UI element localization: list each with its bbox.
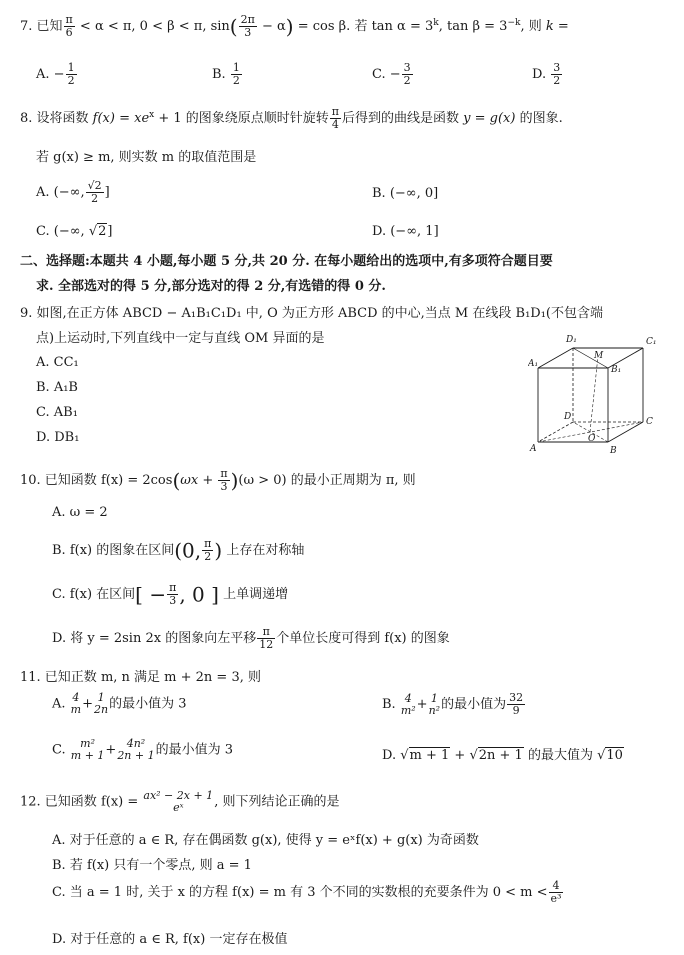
q12-option-b: B. 若 f(x) 只有一个零点, 则 a = 1 [52,858,252,873]
q10-stem: 10. 已知函数 f(x) = 2cos(ωx + $\frac{\pi}{3}$ )(ω > 0) 的最小正周期为 π, 则 [20,467,416,494]
q12-option-a: A. 对于任意的 a ∈ R, 存在偶函数 g(x), 使得 y = eˣf(x) + g(x) 为奇函数 [52,833,479,848]
segment-om [590,356,598,432]
q8-option-d: D. (−∞, 1] [372,224,439,239]
q8-option-b: B. (−∞, 0] [372,186,439,201]
q7-stem: 7. 已知 $\frac{\pi}{6}$ < α < π, 0 < β < π, sin( $\frac{2\pi}{3}$ − α) = cos β. 若 $\tan \alpha = 3^k$, $\tan \beta = 3^{-k}$, 则 k = [20,13,569,40]
q9-option-a: A. CC₁ [36,355,79,370]
q8-option-c: C. (−∞, √2] [36,224,113,239]
label-d: D [564,412,572,422]
q11-option-b: B. 4 m² + 1 n² 的最小值为 $\frac{32}{9}$ [382,691,524,718]
q8-stem-line1: 8. 设将函数 $f(x) = xe^x + 1$ 的图象绕原点顺时针旋转 $\frac{\pi}{4}$ 后得到的曲线是函数 y = g(x) 的图象. [20,105,563,132]
q11-option-a: A. 4 m + 1 2n 的最小值为 3 [52,691,187,717]
q10-option-d: D. 将 y = 2sin 2x 的图象向左平移 $\frac{\pi}{12}$ 个单位长度可得到 f(x) 的图象 [52,625,450,652]
q11-option-c: C. m² m + 1 + 4n² 2n + 1 的最小值为 3 [52,737,234,763]
section2-heading-line1: 二、选择题:本题共 4 小题,每小题 5 分,共 20 分. 在每小题给出的选项中,有多项符合题目要 [20,254,553,269]
label-b: B [610,446,617,455]
q7-option-a: A. − $\frac{1}{2}$ [36,61,75,88]
label-c: C [646,417,653,427]
q12-option-d: D. 对于任意的 a ∈ R, f(x) 一定存在极值 [52,932,288,947]
q7-option-d: D. $\frac{3}{2}$ [532,61,561,88]
label-o: O [588,434,596,444]
q12-stem: 12. 已知函数 f(x) = ax² − 2x + 1 eˣ , 则下列结论正确的是 [20,789,340,815]
q9-stem-line2: 点)上运动时,下列直线中一定与直线 OM 异面的是 [36,331,325,346]
section2-heading-line2: 求. 全部选对的得 5 分,部分选对的得 2 分,有选错的得 0 分. [36,279,386,294]
label-b1: B₁ [611,365,622,375]
q8-option-a: A. (−∞, $\frac{√2}{2}$ ] [36,179,110,206]
q9-stem-line1: 9. 如图,在正方体 ABCD − A₁B₁C₁D₁ 中, O 为正方形 ABCD 的中心,当点 M 在线段 B₁D₁(不包含端 [20,306,603,321]
q9-option-d: D. DB₁ [36,430,80,445]
q11-stem: 11. 已知正数 m, n 满足 m + 2n = 3, 则 [20,670,261,685]
edge-da [538,422,573,442]
label-a: A [530,444,537,454]
q10-option-c: C. f(x) 在区间[ − $\frac{\pi}{3}$ , 0 ] 上单调递增 [52,581,289,608]
label-c1: C₁ [646,337,657,347]
q11-option-d: D. √m + 1 + √2n + 1 的最大值为 √10 [382,748,623,763]
cube-figure [528,330,668,455]
q9-option-c: C. AB₁ [36,405,78,420]
q9-option-b: B. A₁B [36,380,78,395]
label-d1: D₁ [566,335,577,345]
q7-option-b: B. $\frac{1}{2}$ [212,61,240,88]
q7-option-c: C. − $\frac{3}{2}$ [372,61,411,88]
edge-bc [608,422,643,442]
q10-option-a: A. ω = 2 [52,505,108,520]
q10-option-b: B. f(x) 的图象在区间(0, $\frac{\pi}{2}$ ) 上存在对称轴 [52,537,305,564]
q8-stem-line2: 若 g(x) ≥ m, 则实数 m 的取值范围是 [36,150,257,165]
edge-a1d1 [538,348,573,368]
q12-option-c: C. 当 a = 1 时, 关于 x 的方程 f(x) = m 有 3 个不同的实数根的充要条件为 0 < m < $\frac{4}{\text{e³}}$ [52,879,562,906]
label-a1: A₁ [528,359,539,369]
label-m: M [594,351,604,361]
